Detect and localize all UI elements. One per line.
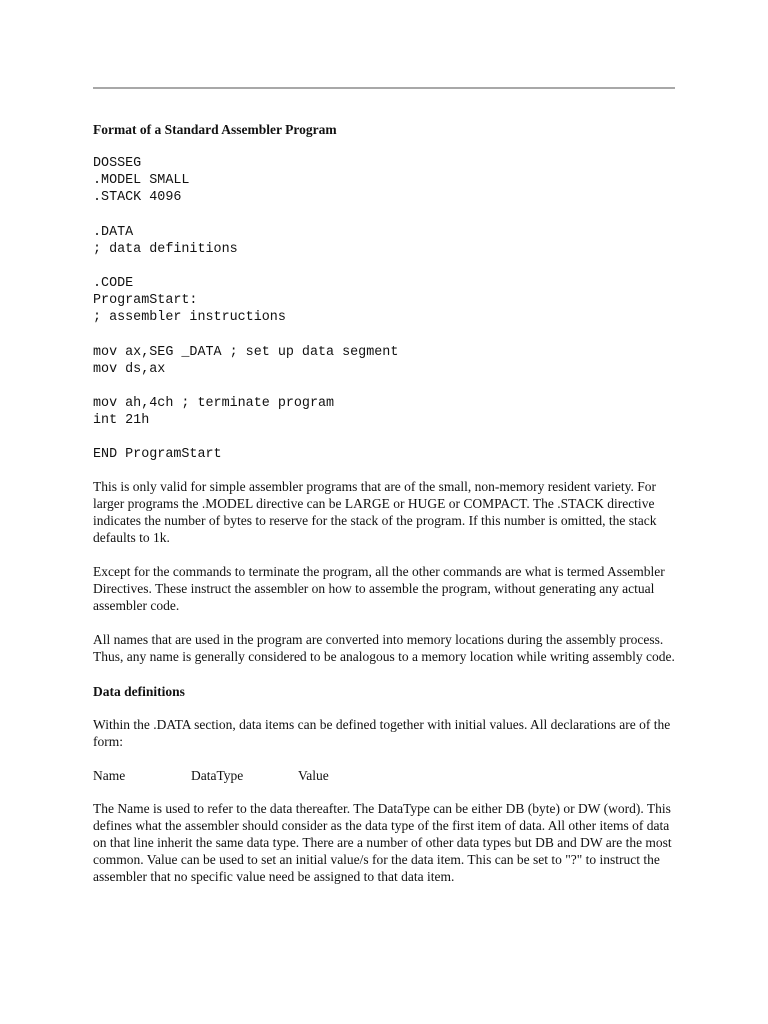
code-line: mov ds,ax bbox=[93, 361, 166, 377]
paragraph-data-intro: Within the .DATA section, data items can be defined together with initial values. All declarations are of the form: bbox=[93, 716, 671, 749]
form-datatype-label: DataType bbox=[191, 768, 244, 784]
paragraph-model-info: This is only valid for simple assembler programs that are of the small, non-memory resident variety. For larger programs the .MODEL directive can be LARGE or HUGE or COMPACT. The .STACK directive indicates the number of bytes to reserve for the stack of the program. If this number is omitted, the stack defaults to 1k. bbox=[93, 479, 657, 546]
code-line: DOSSEG bbox=[93, 156, 142, 171]
form-name-label: Name bbox=[93, 768, 126, 784]
declaration-form-row bbox=[93, 767, 683, 784]
code-group-3 bbox=[93, 275, 683, 327]
code-line: ProgramStart: bbox=[93, 293, 198, 309]
paragraph-data-explanation: The Name is used to refer to the data thereafter. The DataType can be either DB (byte) or DW (word). This defines what the assembler should consider as the data type of the first item of data. All other items of data on that line inherit the same data type. There are a number of other data types but DB and DW are the most common. Value can be used to set an initial value/s for the data item. This can be set to "?" to instruct the assembler that no specific value need be assigned to that data item. bbox=[93, 801, 672, 885]
code-line: mov ax,SEG _DATA ; set up data segment bbox=[93, 344, 399, 360]
code-line: ; data definitions bbox=[93, 241, 238, 257]
code-group-5 bbox=[93, 395, 683, 429]
code-group-4 bbox=[93, 344, 683, 378]
form-value-label: Value bbox=[298, 768, 329, 784]
document-content bbox=[93, 121, 683, 886]
code-line: .STACK 4096 bbox=[93, 190, 182, 206]
section-heading-format: Format of a Standard Assembler Program bbox=[93, 122, 337, 137]
paragraph-names: All names that are used in the program are converted into memory locations during the assembly process. Thus, any name is generally considered to be analogous to a memory location while writing assembly code. bbox=[93, 631, 675, 664]
code-group-1 bbox=[93, 155, 683, 207]
code-line: .MODEL SMALL bbox=[93, 173, 190, 189]
section-heading-data-definitions: Data definitions bbox=[93, 683, 185, 699]
code-line: mov ah,4ch ; terminate program bbox=[93, 395, 335, 411]
code-line: .CODE bbox=[93, 275, 134, 291]
code-line: .DATA bbox=[93, 224, 134, 240]
code-line: int 21h bbox=[93, 413, 150, 429]
code-line: ; assembler instructions bbox=[93, 310, 286, 326]
code-line: END ProgramStart bbox=[93, 447, 222, 463]
code-group-2 bbox=[93, 224, 683, 258]
horizontal-rule bbox=[93, 87, 675, 89]
paragraph-directives: Except for the commands to terminate the program, all the other commands are what is termed Assembler Directives. These instruct the assembler on how to assemble the program, without generating any actual assembler code. bbox=[93, 564, 665, 613]
code-group-6 bbox=[93, 446, 683, 463]
